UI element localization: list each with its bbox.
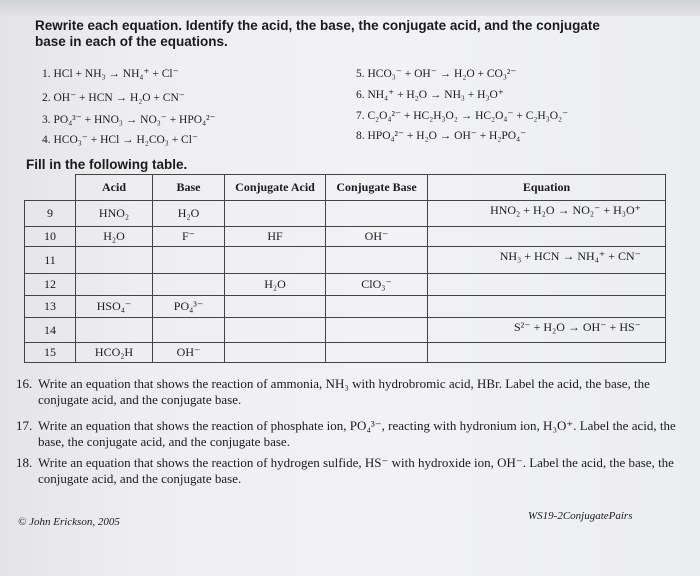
equation-text: HPO₄²⁻ + H₂O → OH⁻ + H₂PO₄⁻ xyxy=(367,130,527,142)
row-number: 14 xyxy=(25,318,76,343)
row-number: 12 xyxy=(25,274,76,296)
equation-8 xyxy=(356,128,526,142)
equation-number: 7. xyxy=(356,110,365,122)
table-row xyxy=(25,318,666,343)
cell-base[interactable] xyxy=(153,274,225,296)
cell-equation[interactable] xyxy=(428,274,666,296)
equation-7 xyxy=(356,108,568,122)
equation-text: HCl + NH₃ → NH₄⁺ + Cl⁻ xyxy=(53,68,179,80)
equation-5 xyxy=(356,66,516,80)
equation-text: C₂O₄²⁻ + HC₂H₃O₂ → HC₂O₄⁻ + C₂H₃O₂⁻ xyxy=(367,110,569,122)
equation-text: NH₄⁺ + H₂O → NH₃ + H₃O⁺ xyxy=(367,89,504,101)
cell-conjugate-base[interactable]: OH⁻ xyxy=(326,227,428,247)
cell-conjugate-base[interactable] xyxy=(326,247,428,274)
row-number: 11 xyxy=(25,247,76,274)
equation-number: 1. xyxy=(42,68,51,80)
worksheet-id: WS19-2ConjugatePairs xyxy=(528,510,633,522)
equation-number: 3. xyxy=(42,114,51,126)
question-text: Write an equation that shows the reaction of hydrogen sulfide, HS⁻ with hydroxide ion, OH⁻. Label the acid, the base, the conjugate acid, and the conjugate base. xyxy=(38,455,674,486)
header-conjugate-base: Conjugate Base xyxy=(326,175,428,201)
cell-equation[interactable]: NH₃ + HCN → NH₄⁺ + CN⁻ xyxy=(428,247,666,274)
equation-text: HCO₃⁻ + HCl → H₂CO₃ + Cl⁻ xyxy=(53,134,198,146)
cell-equation[interactable]: S²⁻ + H₂O → OH⁻ + HS⁻ xyxy=(428,318,666,343)
page-top-edge xyxy=(0,0,700,16)
equation-2 xyxy=(42,90,185,104)
table-row xyxy=(25,201,666,227)
cell-conjugate-acid[interactable] xyxy=(225,343,326,363)
question-number: 17. xyxy=(16,418,33,433)
cell-equation[interactable] xyxy=(428,343,666,363)
table-row xyxy=(25,343,666,363)
cell-acid[interactable]: HCO₂H xyxy=(76,343,153,363)
cell-conjugate-acid[interactable]: HF xyxy=(225,227,326,247)
header-blank xyxy=(25,175,76,201)
equation-number: 6. xyxy=(356,89,365,101)
cell-acid[interactable]: H₂O xyxy=(76,227,153,247)
equation-text: PO₄³⁻ + HNO₃ → NO₃⁻ + HPO₄²⁻ xyxy=(53,114,216,126)
cell-conjugate-acid[interactable] xyxy=(225,296,326,318)
equation-text: HCO₃⁻ + OH⁻ → H₂O + CO₃²⁻ xyxy=(367,68,517,80)
cell-conjugate-base[interactable]: ClO₃⁻ xyxy=(326,274,428,296)
cell-conjugate-base[interactable] xyxy=(326,296,428,318)
question-text: Write an equation that shows the reaction of phosphate ion, PO₄³⁻, reacting with hydronium ion, H₃O⁺. Label the acid, the base, the conjugate acid, and the conjugate base. xyxy=(38,418,676,449)
cell-conjugate-base[interactable] xyxy=(326,318,428,343)
cell-conjugate-acid[interactable] xyxy=(225,247,326,274)
question-text: Write an equation that shows the reaction of ammonia, NH₃ with hydrobromic acid, HBr. Label the acid, the base, the conjugate acid, and the conjugate base. xyxy=(38,376,650,407)
cell-conjugate-acid[interactable] xyxy=(225,318,326,343)
header-conjugate-acid: Conjugate Acid xyxy=(225,175,326,201)
cell-base[interactable] xyxy=(153,247,225,274)
conjugate-pairs-table xyxy=(24,174,666,363)
cell-acid[interactable] xyxy=(76,274,153,296)
cell-base[interactable]: PO₄³⁻ xyxy=(153,296,225,318)
cell-acid[interactable]: HSO₄⁻ xyxy=(76,296,153,318)
instructions-line-2: base in each of the equations. xyxy=(35,34,228,49)
table-header-row xyxy=(25,175,666,201)
equation-6 xyxy=(356,87,504,101)
cell-base[interactable]: F⁻ xyxy=(153,227,225,247)
cell-equation[interactable] xyxy=(428,296,666,318)
table-title: Fill in the following table. xyxy=(26,157,188,172)
row-number: 13 xyxy=(25,296,76,318)
equation-3 xyxy=(42,112,216,126)
cell-conjugate-base[interactable] xyxy=(326,343,428,363)
equation-number: 5. xyxy=(356,68,365,80)
cell-equation[interactable] xyxy=(428,227,666,247)
question-number: 18. xyxy=(16,455,33,470)
cell-base[interactable]: OH⁻ xyxy=(153,343,225,363)
equation-number: 2. xyxy=(42,92,51,104)
header-base: Base xyxy=(153,175,225,201)
copyright-notice: © John Erickson, 2005 xyxy=(18,516,120,528)
instructions-line-1: Rewrite each equation. Identify the acid, the base, the conjugate acid, and the conjugate xyxy=(35,18,600,33)
equation-number: 4. xyxy=(42,134,51,146)
cell-acid[interactable] xyxy=(76,318,153,343)
cell-acid[interactable] xyxy=(76,247,153,274)
table-row xyxy=(25,274,666,296)
equation-1 xyxy=(42,66,179,80)
header-acid: Acid xyxy=(76,175,153,201)
header-equation: Equation xyxy=(428,175,666,201)
table-row xyxy=(25,247,666,274)
table-row xyxy=(25,296,666,318)
cell-base[interactable] xyxy=(153,318,225,343)
question-18 xyxy=(16,455,676,487)
cell-conjugate-acid[interactable]: H₂O xyxy=(225,274,326,296)
equation-number: 8. xyxy=(356,130,365,142)
equation-4 xyxy=(42,132,198,146)
row-number: 9 xyxy=(25,201,76,227)
cell-base[interactable]: H₂O xyxy=(153,201,225,227)
cell-acid[interactable]: HNO₂ xyxy=(76,201,153,227)
question-16 xyxy=(16,376,676,408)
table-row xyxy=(25,227,666,247)
cell-conjugate-base[interactable] xyxy=(326,201,428,227)
question-number: 16. xyxy=(16,376,33,391)
equation-text: OH⁻ + HCN → H₂O + CN⁻ xyxy=(53,92,185,104)
row-number: 10 xyxy=(25,227,76,247)
cell-conjugate-acid[interactable] xyxy=(225,201,326,227)
row-number: 15 xyxy=(25,343,76,363)
cell-equation[interactable]: HNO₂ + H₂O → NO₂⁻ + H₃O⁺ xyxy=(428,201,666,227)
question-17 xyxy=(16,418,676,450)
